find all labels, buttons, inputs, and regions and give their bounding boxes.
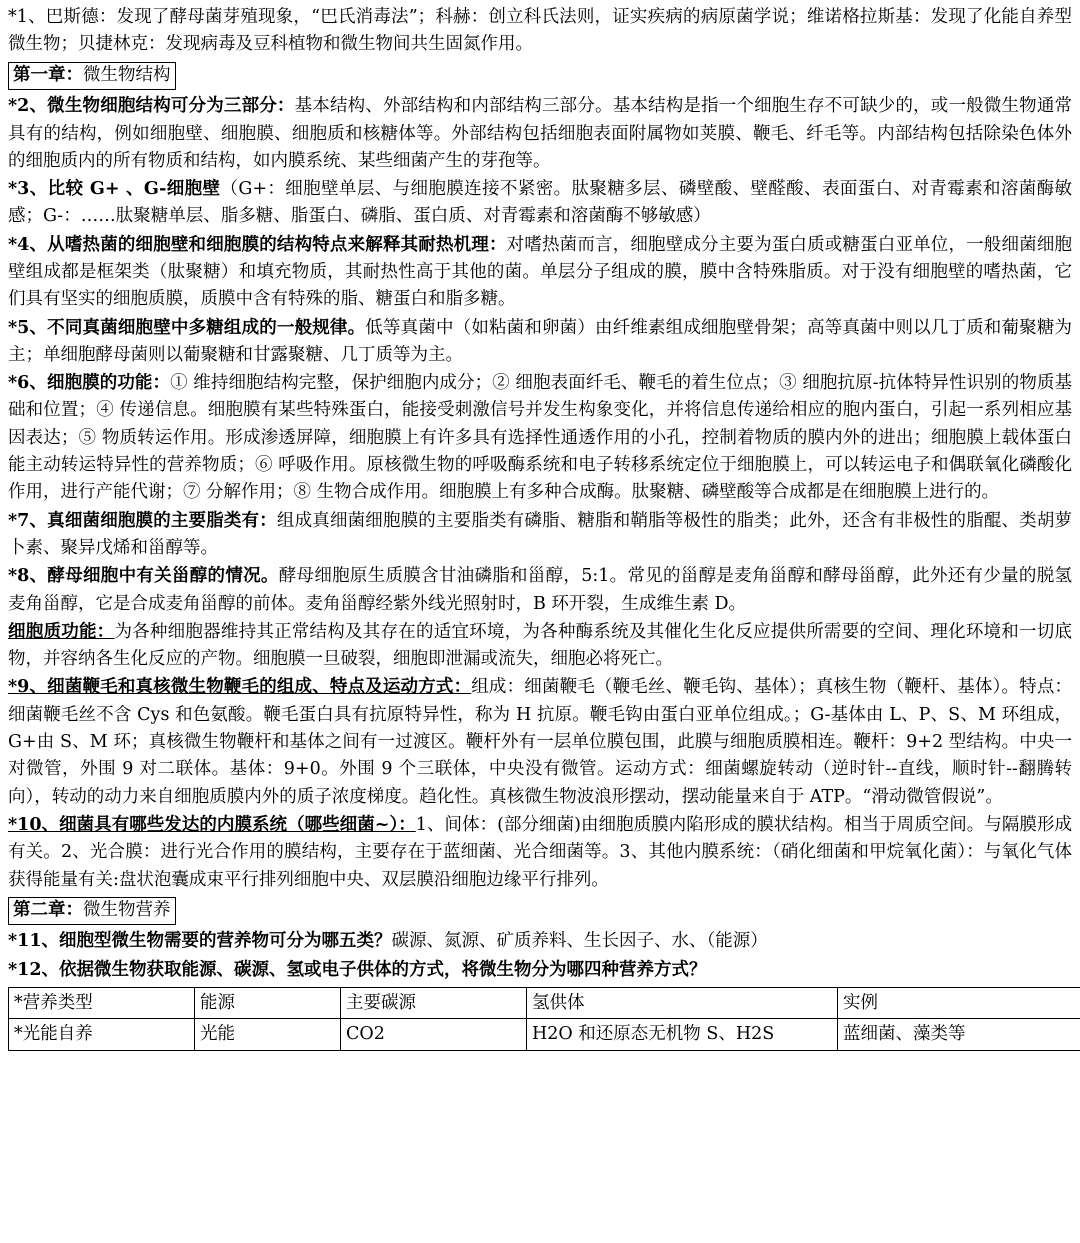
item-3-body: （G+：细胞壁单层、与细胞膜连接不紧密。肽聚糖多层、磷壁酸、壁醛酸、表面蛋白、对青霉素和溶菌酶敏感；G-：……肽聚糖单层、脂多糖、脂蛋白、磷脂、蛋白质、对青霉素和溶菌酶不够敏感） xyxy=(8,179,1073,227)
item-11-body: 碳源、氮源、矿质养料、生长因子、水、（能源） xyxy=(391,931,768,952)
item-5 xyxy=(8,315,1072,370)
chapter-2-name: 微生物营养 xyxy=(83,899,171,920)
item-11-heading: *11、细胞型微生物需要的营养物可分为哪五类？ xyxy=(8,931,392,952)
table-cell-0-2: CO2 xyxy=(341,1019,527,1050)
item-5-heading: *5、不同真菌细胞壁中多糖组成的一般规律。 xyxy=(8,317,366,338)
item-3 xyxy=(8,176,1072,231)
item-11 xyxy=(8,928,1072,955)
item-4 xyxy=(8,232,1072,314)
item-2 xyxy=(8,93,1072,175)
chapter-1-name: 微生物结构 xyxy=(83,64,171,85)
item-6-heading: *6、细胞膜的功能： xyxy=(8,373,171,394)
table-cell-0-4: 蓝细菌、藻类等 xyxy=(838,1019,1080,1050)
table-cell-0-3: H2O 和还原态无机物 S、H2S xyxy=(527,1019,838,1050)
table-cell-0-0: *光能自养 xyxy=(9,1019,195,1050)
item-4-heading: *4、从嗜热菌的细胞壁和细胞膜的结构特点来解释其耐热机理： xyxy=(8,234,507,255)
table-header-cell-2: 主要碳源 xyxy=(341,988,527,1019)
item-2-body: 基本结构、外部结构和内部结构三部分。基本结构是指一个细胞生存不可缺少的，或一般微生物通常具有的结构，例如细胞壁、细胞膜、细胞质和核糖体等。外部结构包括细胞表面附属物如荚膜、鞭毛、纤毛等。内部结构包括除染色体外的细胞质内的所有物质和结构，如内膜系统、某些细菌产生的芽孢等。 xyxy=(8,96,1073,171)
nutrition-types-table xyxy=(8,987,1080,1051)
item-12 xyxy=(8,957,1072,984)
table-row xyxy=(9,1019,1080,1050)
table-header-cell-3: 氢供体 xyxy=(527,988,838,1019)
table-header-cell-0: *营养类型 xyxy=(9,988,195,1019)
item-10-body: 1、间体：(部分细菌)由细胞质膜内陷形成的膜状结构。相当于周质空间。与隔膜形成有关。2、光合膜：进行光合作用的膜结构，主要存在于蓝细菌、光合细菌等。3、其他内膜系统：（硝化细菌和甲烷氧化菌）：与氧化气体获得能量有关:盘状泡囊成束平行排列细胞中央、双层膜沿细胞边缘平行排列。 xyxy=(8,814,1072,890)
table-header-row xyxy=(9,988,1080,1019)
item-4-body: 对嗜热菌而言，细胞壁成分主要为蛋白质或糖蛋白亚单位，一般细菌细胞壁组成都是框架类（肽聚糖）和填充物质，其耐热性高于其他的菌。单层分子组成的膜，膜中含特殊脂质。对于没有细胞壁的嗜热菌，它们具有坚实的细胞质膜，质膜中含有特殊的脂、糖蛋白和脂多糖。 xyxy=(8,234,1072,310)
item-9-body: 组成：细菌鞭毛（鞭毛丝、鞭毛钩、基体）；真核生物（鞭杆、基体）。特点：细菌鞭毛丝不含 Cys 和色氨酸。鞭毛蛋白具有抗原特异性，称为 H 抗原。鞭毛钩由蛋白亚单位组成。；G-基体由 L、P、S、M 环组成，G+由 S、M 环；真核微生物鞭杆和基体之间有一过渡区。鞭杆外有一层单位膜包围，此膜与细胞质膜相连。鞭杆：9+2 型结构。中央一对微管，外围 9 对二联体。基体：9+0。外围 9 个三联体，中央没有微管。运动方式：细菌螺旋转动（逆时针--直线，顺时针--翻腾转向），转动的动力来自细胞质膜内外的质子浓度梯度。趋化性。真核微生物波浪形摆动，摆动能量来自于 ATP。“滑动微管假说”。 xyxy=(8,677,1072,807)
chapter-1-heading xyxy=(8,62,176,91)
item-cytoplasm-body: 为各种细胞器维持其正常结构及其存在的适宜环境，为各种酶系统及其催化生化反应提供所需要的空间、理化环境和一切底物，并容纳各生化反应的产物。细胞膜一旦破裂，细胞即泄漏或流失，细胞必将死亡。 xyxy=(8,621,1073,670)
item-8 xyxy=(8,563,1072,618)
item-2-heading: *2、微生物细胞结构可分为三部分： xyxy=(8,96,295,117)
table-header-cell-4: 实例 xyxy=(838,988,1080,1019)
item-10-heading: *10、细菌具有哪些发达的内膜系统（哪些细菌~）： xyxy=(8,814,416,835)
item-7-body: 组成真细菌细胞膜的主要脂类有磷脂、糖脂和鞘脂等极性的脂类；此外，还含有非极性的脂醌、类胡萝卜素、聚异戊烯和甾醇等。 xyxy=(8,510,1073,558)
item-9-heading: *9、细菌鞭毛和真核微生物鞭毛的组成、特点及运动方式： xyxy=(8,677,472,698)
item-cytoplasm-heading: 细胞质功能： xyxy=(8,621,115,642)
chapter-2-title: 第二章： xyxy=(13,899,83,920)
table-cell-0-1: 光能 xyxy=(195,1019,341,1050)
item-6 xyxy=(8,370,1072,506)
table-header-cell-1: 能源 xyxy=(195,988,341,1019)
item-6-body: ① 维持细胞结构完整，保护细胞内成分；② 细胞表面纤毛、鞭毛的着生位点；③ 细胞抗原-抗体特异性识别的物质基础和位置；④ 传递信息。细胞膜有某些特殊蛋白，能接受刺激信号并发生构象变化，并将信息传递给相应的胞内蛋白，引起一系列相应基因表达；⑤ 物质转运作用。形成渗透屏障，细胞膜上有许多具有选择性通透作用的小孔，控制着物质的膜内外的进出；细胞膜上载体蛋白能主动转运特异性的营养物质；⑥ 呼吸作用。原核微生物的呼吸酶系统和电子转移系统定位于细胞膜上，可以转运电子和偶联氧化磷酸化作用，进行产能代谢；⑦ 分解作用；⑧ 生物合成作用。细胞膜上有多种合成酶。肽聚糖、磷壁酸等合成都是在细胞膜上进行的。 xyxy=(8,373,1072,503)
item-12-heading: *12、依据微生物获取能源、碳源、氢或电子供体的方式，将微生物分为哪四种营养方式？ xyxy=(8,959,707,980)
item-10 xyxy=(8,812,1072,894)
item-7 xyxy=(8,508,1072,563)
item-8-heading: *8、酵母细胞中有关甾醇的情况。 xyxy=(8,566,279,587)
intro-paragraph: *1、巴斯德：发现了酵母菌芽殖现象，“巴氏消毒法”；科赫：创立科氏法则，证实疾病的病原菌学说；维诺格拉斯基：发现了化能自养型微生物；贝捷林克：发现病毒及豆科植物和微生物间共生固氮作用。 xyxy=(8,7,1072,55)
chapter-1-title: 第一章： xyxy=(13,64,83,85)
item-9 xyxy=(8,674,1072,810)
chapter-2-heading xyxy=(8,897,176,926)
item-3-heading: *3、比较 G+ 、G-细胞壁 xyxy=(8,179,221,200)
item-5-body: 低等真菌中（如粘菌和卵菌）由纤维素组成细胞壁骨架；高等真菌中则以几丁质和葡聚糖为主；单细胞酵母菌则以葡聚糖和甘露聚糖、几丁质等为主。 xyxy=(8,317,1073,365)
item-7-heading: *7、真细菌细胞膜的主要脂类有： xyxy=(8,510,277,531)
item-8-body: 酵母细胞原生质膜含甘油磷脂和甾醇，5:1。常见的甾醇是麦角甾醇和酵母甾醇，此外还有少量的脱氢麦角甾醇，它是合成麦角甾醇的前体。麦角甾醇经紫外线光照射时，B 环开裂，生成维生素 D。 xyxy=(8,566,1072,614)
item-cytoplasm-function xyxy=(8,619,1072,674)
